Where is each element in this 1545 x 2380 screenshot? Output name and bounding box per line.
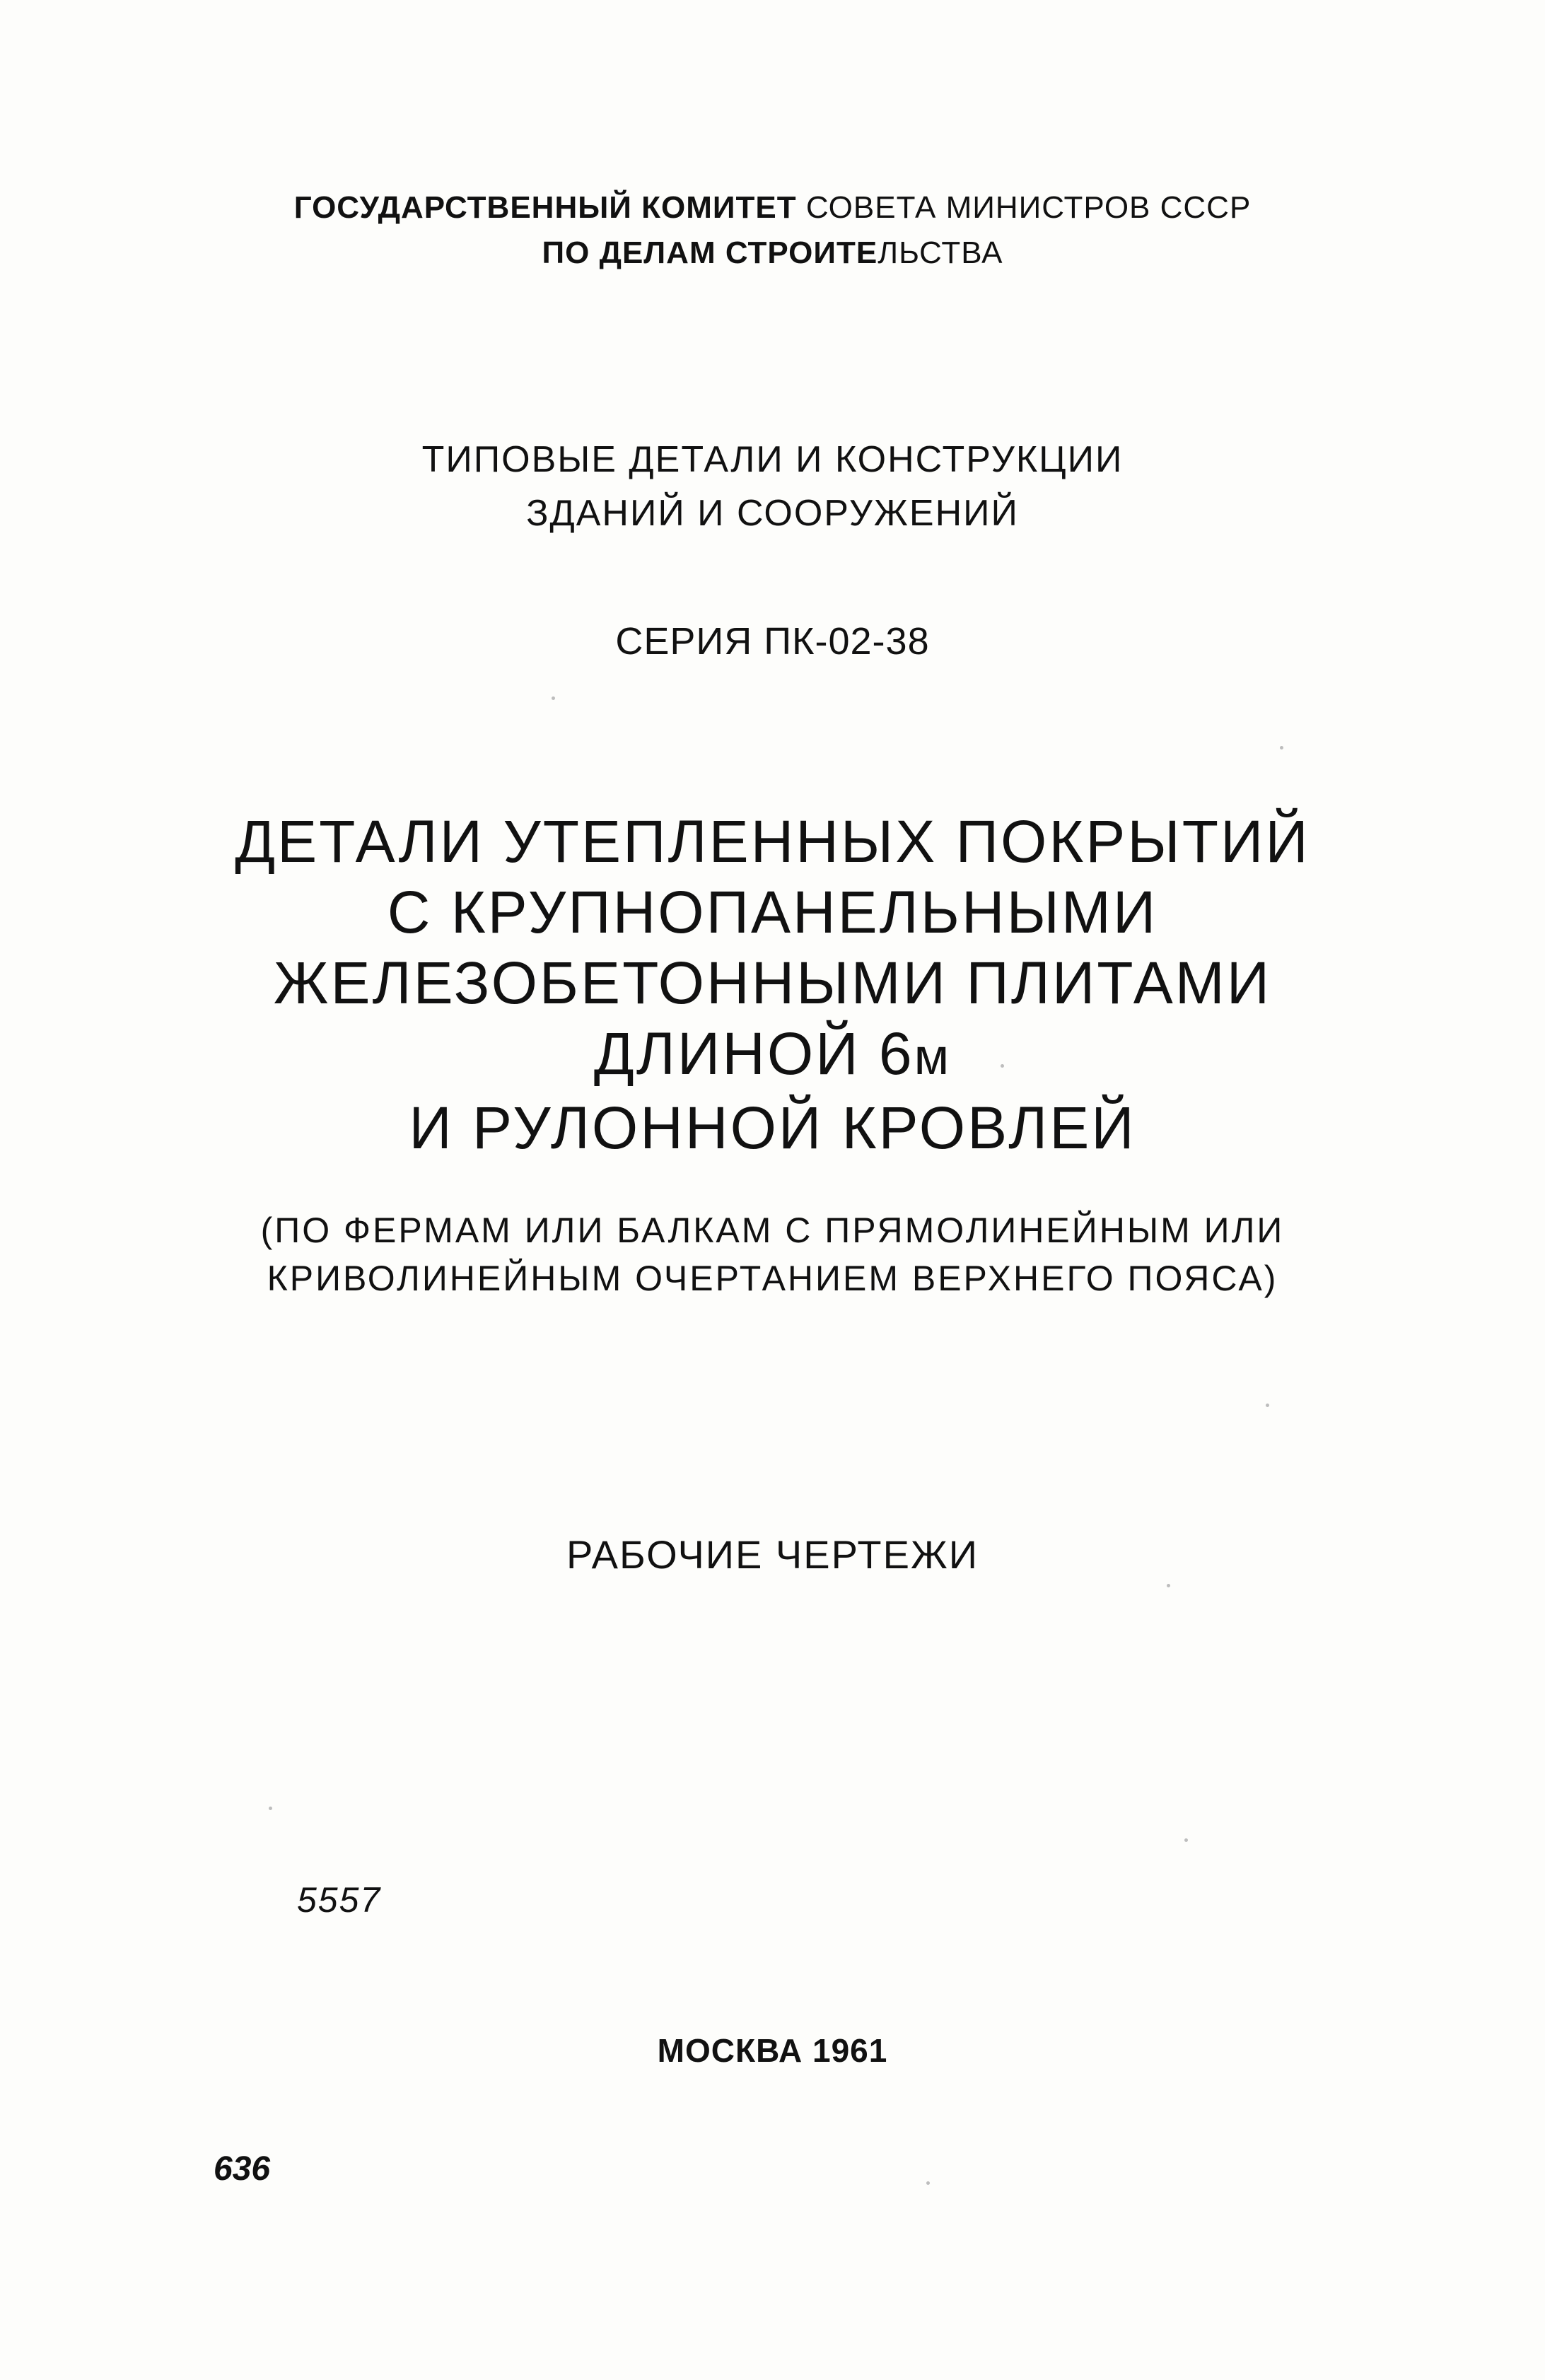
issuing-committee [0,185,1545,276]
publication-imprint: МОСКВА 1961 [657,2032,888,2069]
scan-speck [1184,1838,1188,1842]
committee-line-2: ПО ДЕЛАМ СТРОИТЕЛЬСТВА [542,235,1003,270]
document-title-line-3: ЖЕЛЕЗОБЕТОННЫМИ ПЛИТАМИ [273,950,1272,1016]
series-heading-line-1: ТИПОВЫЕ ДЕТАЛИ И КОНСТРУКЦИИ [421,439,1124,480]
document-title-line-2: С КРУПНОПАНЕЛЬНЫМИ [387,879,1158,945]
document-title-line-4: ДЛИНОЙ 6м [593,1020,952,1087]
archive-mark: 636 [214,2150,271,2188]
document-title-line-5: И РУЛОННОЙ КРОВЛЕЙ [409,1095,1136,1161]
committee-line-1: ГОСУДАРСТВЕННЫЙ КОМИТЕТ СОВЕТА МИНИСТРОВ СССР [293,190,1252,225]
subtitle-line-2: КРИВОЛИНЕЙНЫМ ОЧЕРТАНИЕМ ВЕРХНЕГО ПОЯСА) [267,1259,1278,1298]
scan-speck [1266,1404,1269,1407]
series-code: СЕРИЯ ПК-02-38 [615,620,930,663]
document-title [0,806,1545,1163]
scan-speck [1280,746,1283,749]
scan-speck [269,1807,272,1810]
scan-speck [1001,1064,1004,1068]
document-number: 5557 [297,1880,382,1920]
subtitle-line-1: (ПО ФЕРМАМ ИЛИ БАЛКАМ С ПРЯМОЛИНЕЙНЫМ ИЛИ [260,1211,1285,1250]
scan-speck [926,2181,930,2185]
series-heading-line-2: ЗДАНИЙ И СООРУЖЕНИЙ [526,493,1019,534]
scan-speck [552,696,555,700]
document-subtitle [0,1206,1545,1302]
scan-speck [1167,1584,1170,1587]
series-heading [0,433,1545,540]
document-type: РАБОЧИЕ ЧЕРТЕЖИ [566,1532,979,1577]
length-unit: м [914,1029,952,1085]
document-title-line-1: ДЕТАЛИ УТЕПЛЕННЫХ ПОКРЫТИЙ [235,808,1310,875]
